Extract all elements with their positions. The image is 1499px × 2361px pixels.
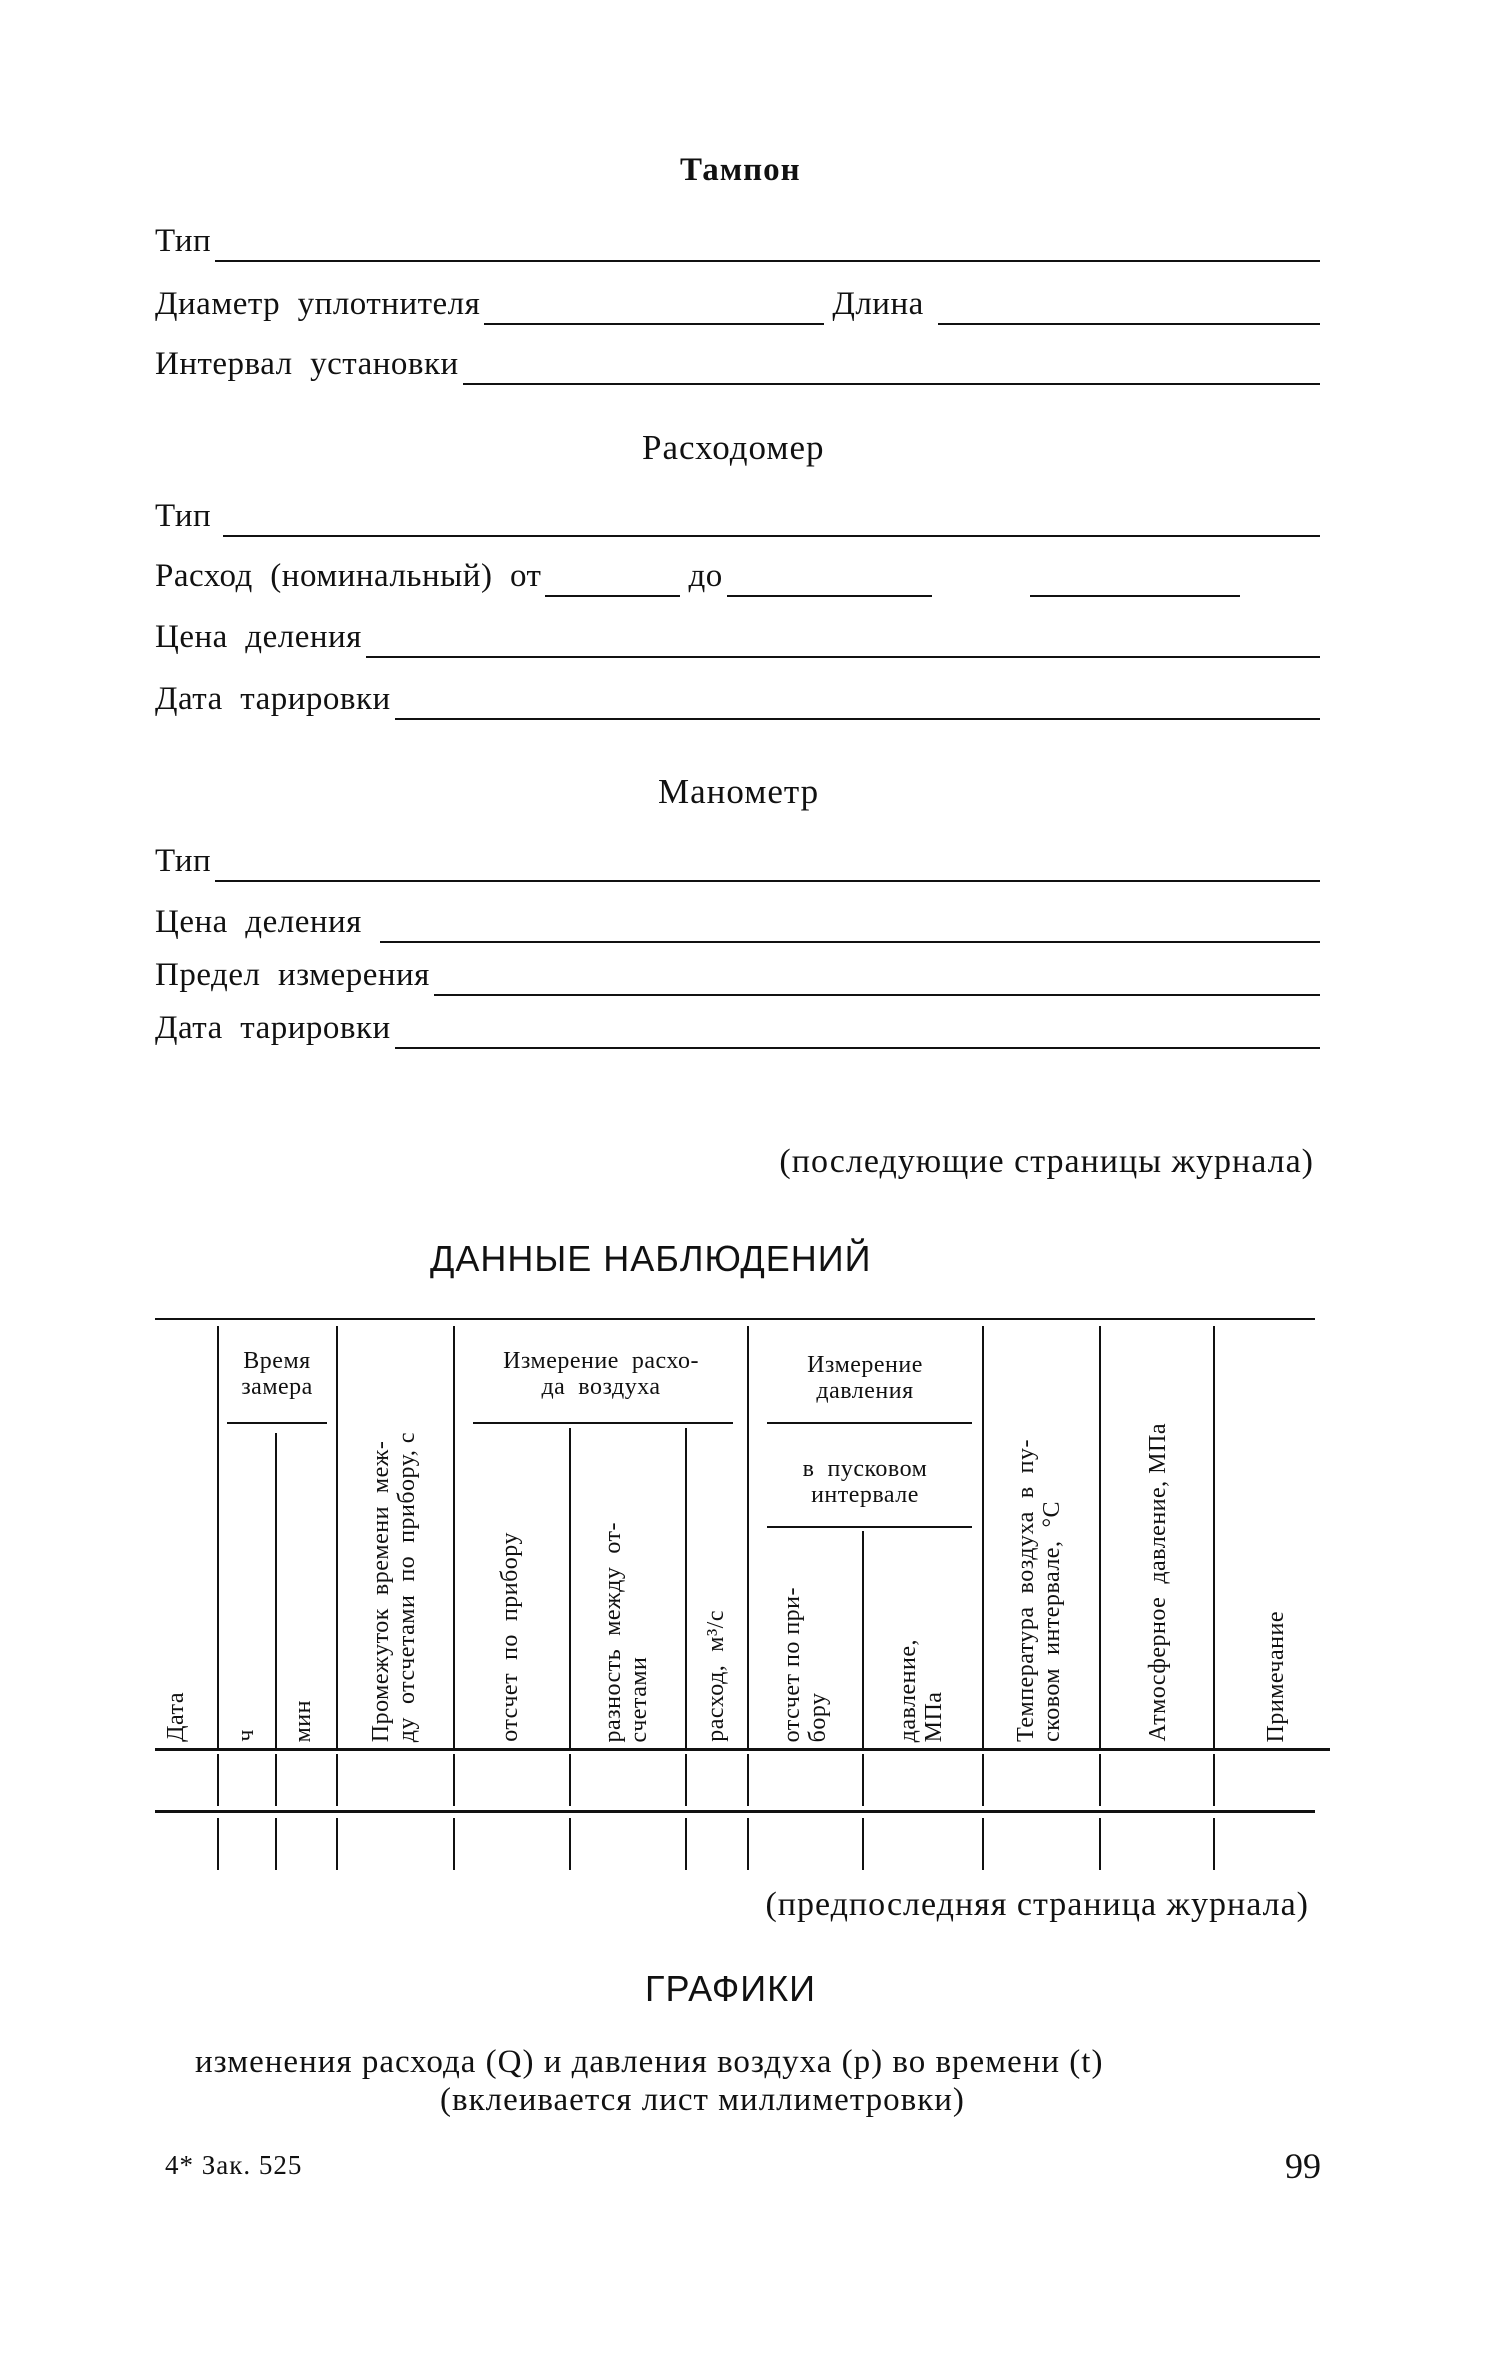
page-number: 99 <box>1285 2146 1321 2186</box>
flowmeter-heading: Расходомер <box>642 428 825 467</box>
order-number: 4* Зак. 525 <box>165 2150 303 2180</box>
field-label: Цена деления <box>155 619 362 655</box>
manometer-type-field[interactable] <box>155 842 1320 882</box>
flowmeter-type-field[interactable] <box>155 497 1320 537</box>
input-line[interactable] <box>215 236 1320 262</box>
row-divider <box>685 1818 687 1870</box>
flowmeter-flow-field[interactable] <box>155 557 1320 597</box>
header-temperature: Температура воздуха в пу- сковом интервале, °С <box>1013 1439 1065 1742</box>
input-line[interactable] <box>938 299 1320 325</box>
row-divider <box>569 1754 571 1806</box>
input-line[interactable] <box>727 571 932 597</box>
row-divider <box>685 1754 687 1806</box>
manometer-heading: Манометр <box>658 772 820 811</box>
observations-title: ДАННЫЕ НАБЛЮДЕНИЙ <box>430 1238 872 1279</box>
field-label: Предел измерения <box>155 957 430 993</box>
input-line[interactable] <box>395 1023 1320 1049</box>
header-difference: разность между от- счетами <box>600 1521 652 1742</box>
table-top-rule <box>155 1318 1315 1320</box>
flowmeter-division-field[interactable] <box>155 618 1320 658</box>
row-divider <box>747 1754 749 1806</box>
row-divider <box>336 1818 338 1870</box>
header-time-group: Время замера <box>241 1348 313 1400</box>
field-label: Цена деления <box>155 904 362 940</box>
col-divider <box>336 1326 338 1751</box>
input-line[interactable] <box>434 970 1320 996</box>
row-divider <box>862 1754 864 1806</box>
graphs-subtitle: изменения расхода (Q) и давления воздуха (p) во времени (t) <box>195 2044 1104 2080</box>
manometer-limit-field[interactable] <box>155 956 1320 996</box>
subcol-divider <box>862 1531 864 1751</box>
field-label: Дата тарировки <box>155 1010 391 1046</box>
header-interval: Промежуток времени меж- ду отсчетами по прибору, с <box>368 1431 420 1742</box>
table-header-rule <box>155 1748 1330 1751</box>
row-divider <box>862 1818 864 1870</box>
tampon-diameter-field[interactable] <box>155 285 1320 325</box>
input-line[interactable] <box>1030 571 1240 597</box>
group-rule <box>767 1422 972 1424</box>
header-flow-group: Измерение расхо- да воздуха <box>503 1348 699 1400</box>
group-rule <box>767 1526 972 1528</box>
header-flow: расход, м³/с <box>703 1610 729 1742</box>
input-line[interactable] <box>395 694 1320 720</box>
col-divider <box>1213 1326 1215 1751</box>
input-line[interactable] <box>223 511 1320 537</box>
tampon-type-field[interactable] <box>155 222 1320 262</box>
manometer-division-field[interactable] <box>155 903 1320 943</box>
manometer-calibration-field[interactable] <box>155 1009 1320 1049</box>
group-rule <box>473 1422 733 1424</box>
input-line[interactable] <box>215 856 1320 882</box>
row-divider <box>747 1818 749 1870</box>
input-line[interactable] <box>366 632 1320 658</box>
row-divider <box>982 1818 984 1870</box>
row-divider <box>275 1818 277 1870</box>
col-divider <box>982 1326 984 1751</box>
field-label: Интервал установки <box>155 346 459 382</box>
row-divider <box>275 1754 277 1806</box>
header-note: Примечание <box>1263 1610 1289 1742</box>
header-pressure-mpa: давление, МПа <box>895 1638 947 1742</box>
tampon-heading: Тампон <box>680 152 801 188</box>
row-divider <box>453 1818 455 1870</box>
col-divider <box>1099 1326 1101 1751</box>
penultimate-note: (предпоследняя страница журнала) <box>765 1886 1309 1923</box>
flowmeter-calibration-field[interactable] <box>155 680 1320 720</box>
header-atm-pressure: Атмосферное давление, МПа <box>1145 1423 1171 1742</box>
observations-table <box>155 1318 1330 1878</box>
row-divider <box>453 1754 455 1806</box>
field-label: Расход (номинальный) от <box>155 558 542 594</box>
header-pressure-group: Измерение давления <box>807 1352 923 1404</box>
header-start-interval: в пусковом интервале <box>802 1456 928 1508</box>
row-divider <box>1099 1754 1101 1806</box>
row-divider <box>982 1754 984 1806</box>
header-pressure-reading: отсчет по при- бору <box>779 1586 831 1742</box>
input-line[interactable] <box>484 299 824 325</box>
field-label: Длина <box>832 286 924 322</box>
row-divider <box>1213 1818 1215 1870</box>
field-label: Диаметр уплотнителя <box>155 286 481 322</box>
field-label: Дата тарировки <box>155 681 391 717</box>
input-line[interactable] <box>463 359 1320 385</box>
header-date: Дата <box>163 1692 189 1742</box>
field-label: до <box>688 558 723 594</box>
subcol-divider <box>275 1433 277 1751</box>
tampon-interval-field[interactable] <box>155 345 1320 385</box>
table-row-rule <box>155 1810 1315 1813</box>
field-label: Тип <box>155 498 212 534</box>
graphs-title: ГРАФИКИ <box>645 1968 817 2009</box>
row-divider <box>1099 1818 1101 1870</box>
header-minutes: мин <box>290 1699 316 1742</box>
field-label: Тип <box>155 223 212 259</box>
header-reading: отсчет по прибору <box>497 1532 523 1742</box>
field-label: Тип <box>155 843 212 879</box>
row-divider <box>217 1754 219 1806</box>
row-divider <box>217 1818 219 1870</box>
input-line[interactable] <box>545 571 680 597</box>
next-pages-note: (последующие страницы журнала) <box>779 1143 1314 1180</box>
col-divider <box>217 1326 219 1751</box>
row-divider <box>569 1818 571 1870</box>
row-divider <box>336 1754 338 1806</box>
subcol-divider <box>569 1428 571 1751</box>
group-rule <box>227 1422 327 1424</box>
subcol-divider <box>685 1428 687 1751</box>
row-divider <box>1213 1754 1215 1806</box>
graphs-subtitle-2: (вклеивается лист миллиметровки) <box>440 2082 965 2118</box>
header-hours: ч <box>233 1729 259 1742</box>
input-line[interactable] <box>380 917 1320 943</box>
